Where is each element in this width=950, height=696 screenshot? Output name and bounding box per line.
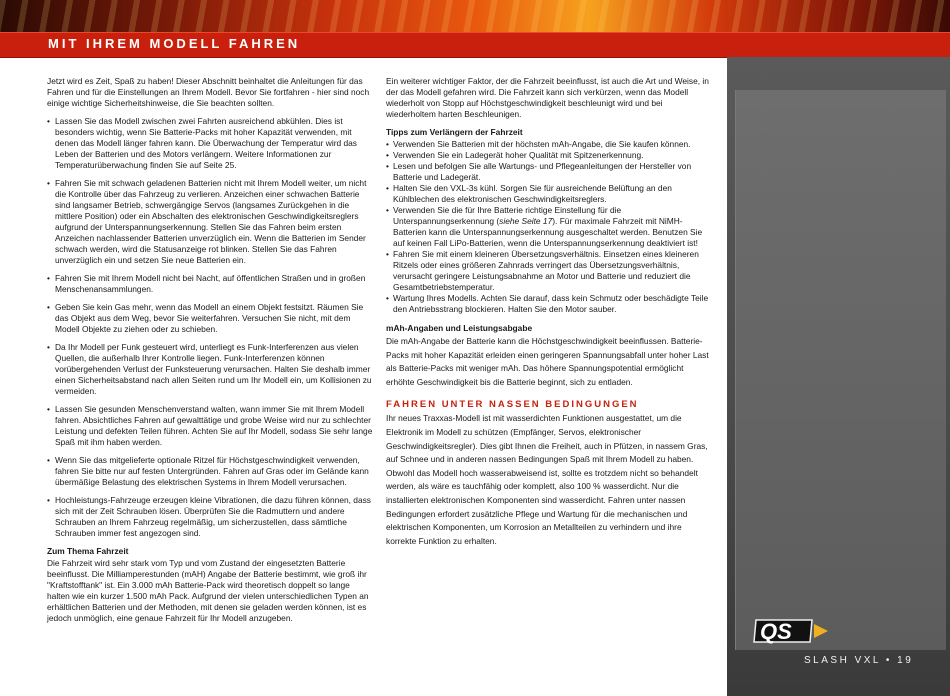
runtime-heading: Zum Thema Fahrzeit	[47, 546, 129, 556]
qs-logo-icon	[752, 614, 834, 648]
left-column	[47, 76, 373, 631]
list-item: • Wenn Sie das mitgelieferte optionale Ritzel für Höchstgeschwindigkeit verwenden, fahren Sie bitte nur auf festen Untergründen. Fahren auf Gras oder im Gelände kann übermäßige Belastung des elektrischen Systems in Ihrem Modell verursachen.	[47, 455, 373, 488]
list-item: • Lesen und befolgen Sie alle Wartungs- und Pflegeanleitungen der Hersteller von Batterie und Ladegerät.	[386, 161, 714, 183]
list-item	[386, 205, 714, 249]
intro-paragraph: Ein weiterer wichtiger Faktor, der die Fahrzeit beeinflusst, ist auch die Art und Weise, in der das Modell gefahren wird. Die Fahrzeit kann sich verkürzen, wenn das Modell wiederholt von Stopp auf Höchstgeschwindigkeit beschleunigt wird und bei wiederholtem harten Beschleunigen.	[386, 76, 709, 119]
list-item: • Da Ihr Modell per Funk gesteuert wird, unterliegt es Funk-Interferenzen aus vielen Quellen, die außerhalb Ihrer Kontrolle liegen. Funk-Interferenzen können vorübergehenden Verlust der Funksteuerung verursachen. Halten Sie deshalb immer einen Sicherheitsabstand nach allen Seiten rund um Ihr Modell ein, um Kollisionen zu vermeiden.	[47, 342, 373, 397]
runtime-paragraph: Die Fahrzeit wird sehr stark vom Typ und vom Zustand der eingesetzten Batterie beeinflusst. Die Milliamperestunden (mAH) Angabe der Batterie bestimmt, wie groß ihr "Kraftstofftank" ist. Ein 3.000 mAh Batterie-Pack wird theoretisch doppelt so lange halten wie ein kurzer 1.500 mAh Pack. Aufgrund der vielen unterschiedlichen Typen an erhältlichen Batterien und der Methoden, mit denen sie geladen werden können, ist es jedoch unmöglich, eine genaue Fahrzeit für Ihr Modell anzugeben.	[47, 558, 369, 623]
page-footer: SLASH VXL • 19	[804, 655, 914, 666]
list-item: • Hochleistungs-Fahrzeuge erzeugen kleine Vibrationen, die dazu führen können, dass sich mit der Zeit Schrauben lösen. Überprüfen Sie die Radmuttern und andere Schrauben an Ihrem Fahrzeug regelmäßig, um sicherzustellen, dass sämtliche Schrauben immer fest angezogen sind.	[47, 495, 373, 539]
tips-heading: Tipps zum Verlängern der Fahrzeit	[386, 127, 523, 137]
intro-paragraph: Jetzt wird es Zeit, Spaß zu haben! Dieser Abschnitt beinhaltet die Anleitungen für das Fahren und für die Einstellungen an Ihrem Modell. Bevor Sie fortfahren - hier sind noch einige wichtige Sicherheitshinweise, die Sie beachten sollten.	[47, 76, 370, 108]
page-reference: siehe Seite 17	[499, 216, 553, 226]
logo-text: QS	[760, 619, 792, 644]
tips-list	[386, 139, 714, 315]
page-title: MIT IHREM MODELL FAHREN	[48, 36, 301, 51]
list-item: • Geben Sie kein Gas mehr, wenn das Modell an einem Objekt festsitzt. Räumen Sie das Objekt aus dem Weg, bevor Sie weiterfahren. Versuchen Sie nicht, mit dem Modell Objekte zu ziehen oder zu schieben.	[47, 302, 373, 335]
section-title: FAHREN UNTER NASSEN BEDINGUNGEN	[386, 399, 639, 411]
mah-heading: mAh-Angaben und Leistungsabgabe	[386, 323, 533, 333]
list-item: • Verwenden Sie Batterien mit der höchsten mAh-Angabe, die Sie kaufen können.	[386, 139, 714, 150]
tip-text: Verwenden Sie die für Ihre Batterie richtige Einstellung für die Unterspannungserkennung (	[393, 205, 622, 226]
list-item: • Wartung Ihres Modells. Achten Sie darauf, dass kein Schmutz oder beschädigte Teile den Antriebsstrang blockieren. Halten Sie den Motor sauber.	[386, 293, 714, 315]
list-item: • Fahren Sie mit einem kleineren Übersetzungsverhältnis. Einsetzen eines kleineren Ritzels oder eines größeren Zahnrads verringert das Übersetzungsverhältnis, verursacht geringere Leistungsabnahme an Motor und Batterie und reduziert die Gesamtbetriebstemperatur.	[386, 249, 714, 293]
wet-paragraph: Ihr neues Traxxas-Modell ist mit wasserdichten Funktionen ausgestattet, um die Elektronik im Modell zu schützen (Empfänger, Servos, elektronischer Geschwindigkeitsregler). Dies gibt Ihnen die Freiheit, auch in Pfützen, in nassem Gras, auf Schnee und in anderen nassen Bedingungen Spaß mit Ihrem Modell zu haben. Obwohl das Modell hoch wasserabweisend ist, sollte es trotzdem nicht so behandelt werden, als wäre es tauchfähig oder komplett, also 100 % wasserdicht. Nur die installierten elektronischen Komponenten sind wasserdicht. Fahren unter nassen Bedingungen erfordert zusätzliche Pflege und Wartung für die mechanischen und elektrischen Komponenten, um Korrosion an Metallteilen zu verhindern und ihre korrekte Funktion zu erhalten.	[386, 413, 708, 546]
list-item: • Lassen Sie das Modell zwischen zwei Fahrten ausreichend abkühlen. Dies ist besonders wichtig, wenn Sie Batterie-Packs mit hoher Kapazität verwenden, mit denen das Modell länger fahren kann. Die Überwachung der Temperatur wird das Leben der Batterien und des Motors verlängern. Weitere Informationen zur Temperaturüberwachung finden Sie auf Seite 25.	[47, 116, 373, 171]
right-column	[386, 76, 714, 555]
sidebar-panel	[735, 90, 946, 650]
safety-list	[47, 116, 373, 539]
list-item: • Halten Sie den VXL-3s kühl. Sorgen Sie für ausreichende Belüftung an den Kühlblechen des elektronischen Geschwindigkeitsreglers.	[386, 183, 714, 205]
list-item: • Fahren Sie mit Ihrem Modell nicht bei Nacht, auf öffentlichen Straßen und in großen Menschenansammlungen.	[47, 273, 373, 295]
tip-text: ). Für maximale Fahrzeit mit NiMH-Batterien kann die Unterspannungserkennung ausgeschaltet werden. Benutzen Sie auf keinen Fall LiPo-Batterien, wenn die Unterspannungserkennung deaktiviert ist!	[393, 216, 703, 248]
list-item: • Lassen Sie gesunden Menschenverstand walten, wann immer Sie mit Ihrem Modell fahren. Absichtliches Fahren auf gewalttätige und grobe Weise wird nur zu schlechter Leistung und defekten Teilen führen. Achten Sie auf Ihr Modell, sodass Sie sehr lange Spaß mit ihm haben werden.	[47, 404, 373, 448]
header-flame-graphic	[0, 0, 950, 32]
list-item: • Verwenden Sie ein Ladegerät hoher Qualität mit Spitzenerkennung.	[386, 150, 714, 161]
mah-paragraph: Die mAh-Angabe der Batterie kann die Höchstgeschwindigkeit beeinflussen. Batterie-Packs mit hoher Kapazität erleiden einen geringeren Spannungsabfall unter hoher Last als Batterie-Packs mit weniger mAh. Das höhere Spannungspotential ermöglicht erhöhte Geschwindigkeit bis die Batterie beginnt, sich zu entladen.	[386, 336, 709, 387]
list-item: • Fahren Sie mit schwach geladenen Batterien nicht mit Ihrem Modell weiter, um nicht die Kontrolle über das Fahrzeug zu verlieren. Anzeichen einer schwachen Batterie sind langsamer Betrieb, schwergängige Servos (langsames Zurückgehen in die mittlere Position) oder ein Abschalten des elektronischen Geschwindigkeitsreglers aufgrund der Unterspannungserkennung. Stellen Sie das Fahren beim ersten Anzeichen nachlassender Batterien unverzüglich ein. Wenn die Batterien im Sender schwach werden, wird die Statusanzeige rot blinken. Stellen Sie das Fahren unverzüglich ein und setzen Sie neue Batterien ein.	[47, 178, 373, 266]
